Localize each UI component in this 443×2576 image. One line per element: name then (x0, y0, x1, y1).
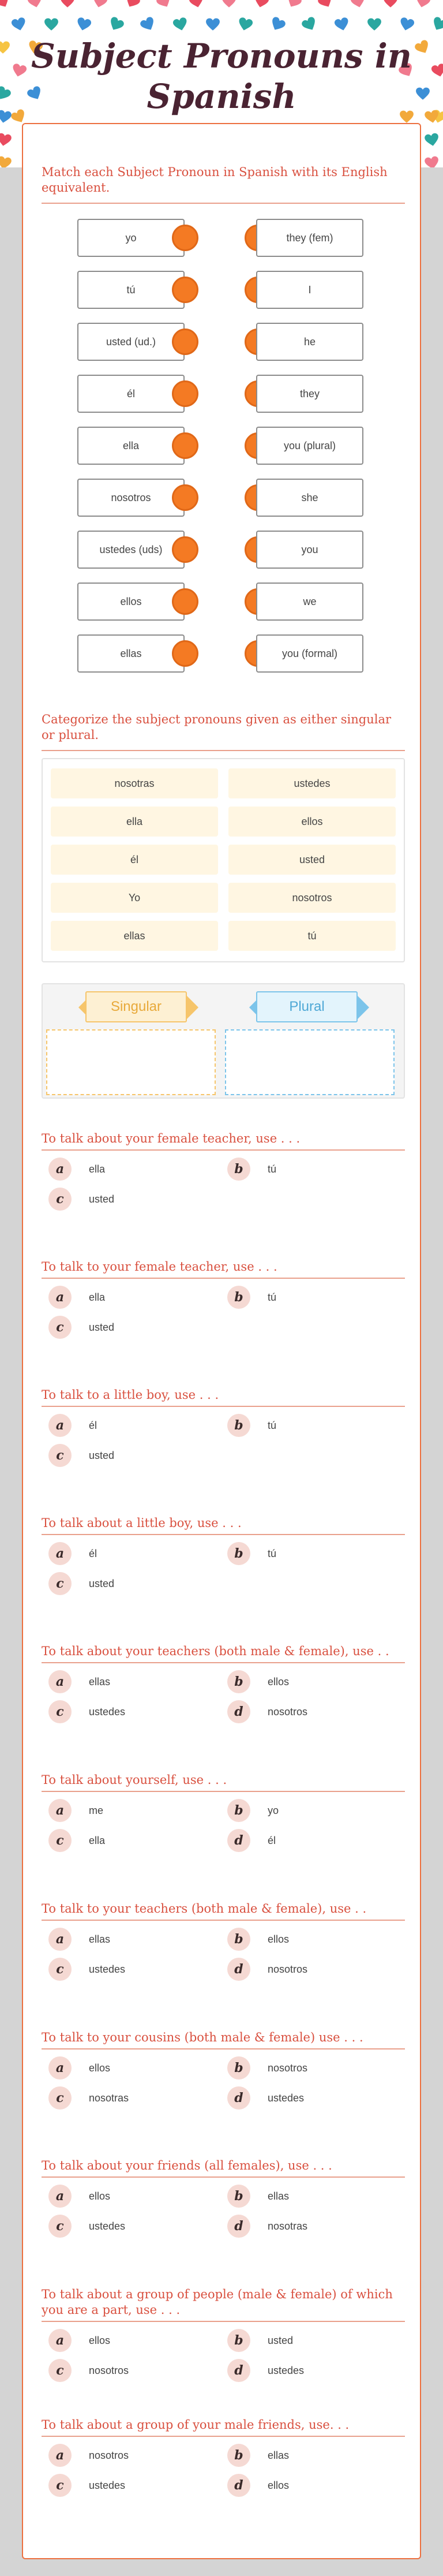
option-text: me (89, 1804, 104, 1816)
heart-icon (267, 14, 287, 35)
categorize-bins (42, 983, 405, 1099)
question-divider (42, 2436, 405, 2437)
question-divider (42, 2321, 405, 2322)
option-letter-badge: c (48, 1700, 72, 1723)
option-letter-badge: d (227, 1829, 250, 1852)
heart-icon (333, 16, 351, 34)
question-text: To talk about yourself, use . . . (42, 1773, 227, 1787)
option-letter-badge: b (227, 1286, 250, 1309)
option-text: nosotros (268, 1963, 308, 1975)
match-connector-left[interactable] (172, 588, 198, 615)
heart-icon (423, 155, 441, 167)
heart-icon (299, 14, 320, 35)
option-text: usted (89, 1193, 115, 1205)
heart-icon (74, 16, 93, 34)
answer-option-c[interactable] (48, 2086, 129, 2110)
answer-option-c[interactable] (48, 1829, 105, 1852)
answer-option-a[interactable] (48, 1286, 105, 1309)
heart-icon (414, 0, 432, 11)
option-text: él (89, 1419, 97, 1431)
match-connector-left[interactable] (172, 432, 198, 459)
option-letter-badge: c (48, 2474, 72, 2497)
match-left-item: ellas (77, 634, 185, 673)
option-text: ellos (89, 2062, 111, 2074)
answer-option-d[interactable] (227, 1700, 307, 1723)
option-letter-badge: b (227, 1799, 250, 1822)
option-text: tú (268, 1163, 277, 1175)
answer-option-d[interactable] (227, 2359, 304, 2382)
match-right-item: they (256, 375, 363, 413)
match-right-item: she (256, 479, 363, 517)
option-text: yo (268, 1804, 279, 1816)
option-letter-badge: b (227, 2329, 250, 2352)
question-divider (42, 1406, 405, 1407)
question-divider (42, 1662, 405, 1663)
match-right-item: you (plural) (256, 427, 363, 465)
option-text: nosotros (89, 2364, 129, 2376)
option-letter-badge: c (48, 1316, 72, 1339)
option-letter-badge: c (48, 2086, 72, 2110)
answer-option-a[interactable] (48, 1414, 97, 1437)
match-connector-left[interactable] (172, 225, 198, 251)
heart-icon (397, 16, 416, 34)
draggable-pronoun-chip[interactable]: él (51, 845, 218, 875)
answer-option-b[interactable] (227, 1414, 276, 1437)
match-left-item: tú (77, 271, 185, 309)
draggable-pronoun-chip[interactable]: tú (228, 921, 396, 951)
option-text: tú (268, 1419, 277, 1431)
option-text: él (89, 1547, 97, 1559)
option-letter-badge: b (227, 2056, 250, 2080)
option-letter-badge: a (48, 1928, 72, 1951)
answer-option-d[interactable] (227, 2086, 304, 2110)
draggable-pronoun-chip[interactable]: nosotras (51, 768, 218, 798)
option-letter-badge: c (48, 1958, 72, 1981)
option-letter-badge: d (227, 1700, 250, 1723)
match-connector-left[interactable] (172, 328, 198, 355)
heart-icon (423, 132, 441, 149)
answer-option-d[interactable] (227, 2215, 307, 2238)
heart-icon (187, 0, 206, 11)
answer-option-b[interactable] (227, 2329, 293, 2352)
option-letter-badge: c (48, 2359, 72, 2382)
question-text: To talk to your female teacher, use . . . (42, 1260, 277, 1274)
answer-option-b[interactable] (227, 1670, 289, 1693)
option-text: ellos (268, 1933, 290, 1945)
answer-option-a[interactable] (48, 1928, 110, 1951)
heart-icon (138, 14, 158, 35)
option-text: nosotros (89, 2449, 129, 2461)
answer-option-b[interactable] (227, 1542, 276, 1565)
heart-icon (205, 17, 220, 32)
option-text: usted (268, 2334, 294, 2346)
draggable-pronoun-chip[interactable]: ellos (228, 807, 396, 837)
option-letter-badge: c (48, 2215, 72, 2238)
categorize-prompt: Categorize the subject pronouns given as either singular or plural. (42, 712, 392, 742)
option-letter-badge: b (227, 1542, 250, 1565)
section-divider (42, 203, 405, 204)
option-text: nosotras (89, 2092, 129, 2104)
option-text: ellas (268, 2449, 290, 2461)
heart-icon (316, 0, 336, 12)
match-right-item: we (256, 583, 363, 621)
heart-icon (222, 0, 236, 9)
plural-drop-zone[interactable] (225, 1029, 395, 1095)
heart-icon (0, 155, 13, 167)
match-left-item: usted (ud.) (77, 323, 185, 361)
option-letter-badge: c (48, 1444, 72, 1467)
answer-option-a[interactable] (48, 2056, 110, 2080)
option-letter-badge: d (227, 1958, 250, 1981)
draggable-pronoun-chip[interactable]: ustedes (228, 768, 396, 798)
answer-option-a[interactable] (48, 1799, 103, 1822)
draggable-pronoun-chip[interactable]: usted (228, 845, 396, 875)
question-text: To talk to your teachers (both male & female), use . . (42, 1902, 367, 1916)
option-letter-badge: a (48, 2185, 72, 2208)
option-text: nosotros (268, 1705, 308, 1718)
answer-option-b[interactable] (227, 1799, 279, 1822)
answer-option-a[interactable] (48, 1542, 97, 1565)
option-letter-badge: a (48, 1670, 72, 1693)
question-divider (42, 1791, 405, 1792)
matching-prompt: Match each Subject Pronoun in Spanish with its English equivalent. (42, 165, 388, 195)
question-text: To talk about a group of your male friends, use. . . (42, 2418, 350, 2432)
question-divider (42, 1149, 405, 1151)
option-letter-badge: a (48, 1158, 72, 1181)
singular-drop-zone[interactable] (46, 1029, 216, 1095)
match-left-item: ellos (77, 583, 185, 621)
match-left-item: él (77, 375, 185, 413)
option-text: ellos (268, 2479, 290, 2491)
match-connector-left[interactable] (172, 484, 198, 511)
match-left-item: nosotros (77, 479, 185, 517)
option-text: ellos (89, 2334, 111, 2346)
option-letter-badge: b (227, 1158, 250, 1181)
answer-option-d[interactable] (227, 1829, 276, 1852)
option-text: ellas (268, 2190, 290, 2202)
option-letter-badge: d (227, 2215, 250, 2238)
draggable-pronoun-chip[interactable]: ellas (51, 921, 218, 951)
option-text: él (268, 1834, 276, 1846)
question-divider (42, 1534, 405, 1535)
heart-icon (383, 0, 398, 9)
question-text: To talk about your teachers (both male & female), use . . (42, 1644, 389, 1658)
answer-option-d[interactable] (227, 2474, 289, 2497)
page-title: Subject Pronouns in Spanish (31, 36, 412, 116)
answer-option-a[interactable] (48, 1670, 110, 1693)
option-text: ellos (89, 2190, 111, 2202)
question-divider (42, 2048, 405, 2049)
answer-option-c[interactable] (48, 1700, 125, 1723)
option-letter-badge: b (227, 1670, 250, 1693)
option-text: ustedes (268, 2092, 305, 2104)
option-letter-badge: a (48, 1542, 72, 1565)
question-text: To talk about a little boy, use . . . (42, 1516, 242, 1530)
answer-option-b[interactable] (227, 2444, 289, 2467)
option-letter-badge: b (227, 2185, 250, 2208)
match-connector-left[interactable] (172, 380, 198, 407)
option-text: usted (89, 1449, 115, 1461)
answer-option-a[interactable] (48, 2444, 129, 2467)
match-connector-left[interactable] (172, 536, 198, 563)
option-letter-badge: a (48, 2329, 72, 2352)
match-left-item: ella (77, 427, 185, 465)
option-text: ustedes (89, 1705, 126, 1718)
option-letter-badge: c (48, 1829, 72, 1852)
answer-option-c[interactable] (48, 1958, 125, 1981)
answer-option-b[interactable] (227, 2056, 307, 2080)
option-letter-badge: d (227, 2359, 250, 2382)
option-text: usted (89, 1577, 115, 1589)
question-text: To talk about your friends (all females), use . . . (42, 2159, 332, 2172)
option-text: ustedes (89, 2479, 126, 2491)
option-text: ellas (89, 1933, 111, 1945)
option-letter-badge: b (227, 2444, 250, 2467)
match-connector-left[interactable] (172, 277, 198, 303)
draggable-pronoun-chip[interactable]: nosotros (228, 883, 396, 913)
question-divider (42, 2176, 405, 2178)
match-left-item: yo (77, 219, 185, 257)
option-text: nosotros (268, 2062, 308, 2074)
answer-option-c[interactable] (48, 1444, 114, 1467)
heart-icon (91, 0, 109, 11)
match-right-item: you (formal) (256, 634, 363, 673)
answer-option-b[interactable] (227, 1928, 289, 1951)
heart-icon (44, 17, 59, 32)
option-letter-badge: a (48, 2444, 72, 2467)
heart-icon (0, 132, 13, 149)
heart-icon (154, 0, 174, 12)
answer-option-b[interactable] (227, 2185, 289, 2208)
answer-option-a[interactable] (48, 1158, 105, 1181)
answer-option-a[interactable] (48, 2185, 110, 2208)
option-text: ella (89, 1291, 106, 1303)
singular-label: Singular (85, 991, 187, 1022)
ribbon-tail (356, 995, 369, 1020)
option-letter-badge: c (48, 1572, 72, 1595)
question-text: To talk about a group of people (male & female) of which you are a part, use . . . (42, 2287, 393, 2317)
match-right-item: I (256, 271, 363, 309)
ribbon-tail (186, 995, 198, 1020)
heart-icon (236, 16, 254, 34)
option-text: ustedes (89, 2220, 126, 2232)
heart-icon (171, 16, 190, 34)
match-left-item: ustedes (uds) (77, 531, 185, 569)
match-right-item: he (256, 323, 363, 361)
option-text: usted (89, 1321, 115, 1333)
option-text: ellos (268, 1675, 290, 1688)
answer-option-c[interactable] (48, 2215, 125, 2238)
categorize-items (42, 758, 405, 962)
option-text: ella (89, 1834, 106, 1846)
option-letter-badge: a (48, 1414, 72, 1437)
option-letter-badge: d (227, 2086, 250, 2110)
heart-icon (26, 0, 44, 11)
option-text: tú (268, 1547, 277, 1559)
option-letter-badge: a (48, 1286, 72, 1309)
draggable-pronoun-chip[interactable]: Yo (51, 883, 218, 913)
option-text: ustedes (89, 1963, 126, 1975)
heart-icon (0, 0, 13, 12)
answer-option-a[interactable] (48, 2329, 110, 2352)
match-right-item: you (256, 531, 363, 569)
answer-option-b[interactable] (227, 1286, 276, 1309)
option-letter-badge: d (227, 2474, 250, 2497)
answer-option-c[interactable] (48, 1316, 114, 1339)
heart-icon (367, 17, 382, 32)
answer-option-b[interactable] (227, 1158, 276, 1181)
question-divider (42, 1278, 405, 1279)
answer-option-c[interactable] (48, 2359, 129, 2382)
answer-option-d[interactable] (227, 1958, 307, 1981)
heart-icon (283, 0, 303, 12)
plural-label: Plural (256, 991, 358, 1022)
option-letter-badge: a (48, 2056, 72, 2080)
answer-option-c[interactable] (48, 2474, 125, 2497)
heart-icon (122, 0, 142, 12)
option-letter-badge: b (227, 1928, 250, 1951)
option-text: ustedes (268, 2364, 305, 2376)
heart-icon (429, 14, 443, 35)
question-text: To talk to your cousins (both male & female) use . . . (42, 2030, 363, 2044)
heart-icon (106, 14, 126, 35)
section-divider (42, 750, 405, 751)
heart-icon (252, 0, 271, 11)
option-text: ella (89, 1163, 106, 1175)
worksheet (22, 123, 421, 2559)
option-text: tú (268, 1291, 277, 1303)
question-text: To talk to a little boy, use . . . (42, 1388, 219, 1402)
match-right-item: they (fem) (256, 219, 363, 257)
option-text: nosotras (268, 2220, 308, 2232)
option-text: ellas (89, 1675, 111, 1688)
option-letter-badge: a (48, 1799, 72, 1822)
question-text: To talk about your female teacher, use . . . (42, 1132, 301, 1145)
answer-option-c[interactable] (48, 1188, 114, 1211)
option-letter-badge: b (227, 1414, 250, 1437)
heart-icon (60, 0, 75, 9)
heart-icon (10, 16, 28, 34)
match-connector-left[interactable] (172, 640, 198, 667)
option-letter-badge: c (48, 1188, 72, 1211)
draggable-pronoun-chip[interactable]: ella (51, 807, 218, 837)
heart-icon (349, 0, 367, 11)
answer-option-c[interactable] (48, 1572, 114, 1595)
question-divider (42, 1920, 405, 1921)
